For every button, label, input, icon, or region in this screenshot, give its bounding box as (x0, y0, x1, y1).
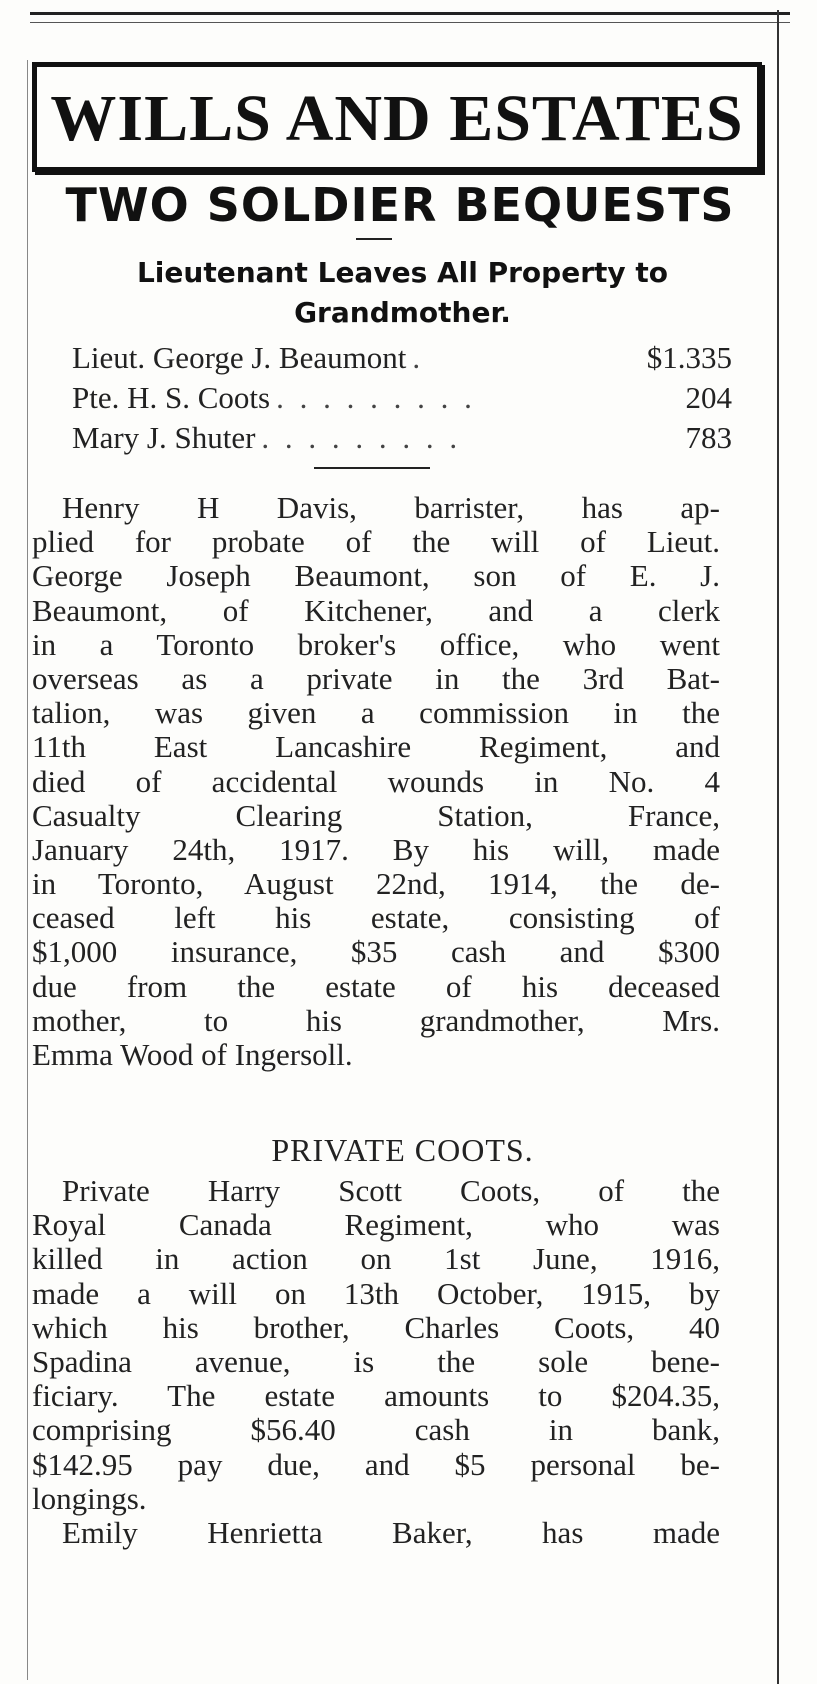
leader-dots: . (412, 340, 425, 375)
text-line: Casualty Clearing Station, France, (32, 797, 720, 833)
estate-amount: 204 (685, 380, 732, 415)
text-line: Henry H Davis, barrister, has ap- (62, 490, 720, 525)
text-line: Emily Henrietta Baker, has made (62, 1514, 720, 1550)
estate-row (72, 338, 732, 378)
text-line: Private Harry Scott Coots, of the (62, 1173, 720, 1208)
text-line: made a will on 13th October, 1915, by (32, 1275, 720, 1311)
text-line: in Toronto, August 22nd, 1914, the de- (32, 866, 720, 902)
article-paragraph-2 (32, 1174, 720, 1550)
text-line: 11th East Lancashire Regiment, and (32, 729, 720, 765)
text-line: mother, to his grandmother, Mrs. (32, 1002, 720, 1038)
text-line: Beaumont, of Kitchener, and a clerk (32, 592, 720, 628)
masthead-title: WILLS AND ESTATES (50, 82, 744, 155)
text-line: which his brother, Charles Coots, 40 (32, 1309, 720, 1345)
text-line: longings. (32, 1480, 147, 1516)
text-line: overseas as a private in the 3rd Bat- (32, 660, 720, 696)
divider-rule (314, 467, 430, 469)
column-divider-left (27, 60, 28, 1680)
top-rule (30, 12, 790, 15)
headline: TWO SOLDIER BEQUESTS (65, 178, 735, 232)
text-line: ceased left his estate, consisting of (32, 900, 720, 936)
estate-list (72, 338, 732, 458)
leader-dots: . . . . . . . . . (276, 380, 476, 415)
text-line: died of accidental wounds in No. 4 (32, 763, 720, 799)
estate-name: Pte. H. S. Coots (72, 380, 271, 415)
estate-name: Mary J. Shuter (72, 420, 256, 455)
top-rule-thin (30, 22, 790, 23)
subhead-line-1: Lieutenant Leaves All Property to (136, 256, 669, 289)
estate-row (72, 378, 732, 418)
divider-rule (356, 238, 392, 240)
text-line: January 24th, 1917. By his will, made (32, 831, 720, 867)
text-line: George Joseph Beaumont, son of E. J. (32, 558, 720, 594)
text-line: ficiary. The estate amounts to $204.35, (32, 1378, 720, 1414)
text-line: $142.95 pay due, and $5 personal be- (32, 1446, 720, 1482)
leader-dots: . . . . . . . . . (261, 420, 462, 455)
section-heading: PRIVATE COOTS. (271, 1132, 534, 1168)
text-line: Spadina avenue, is the sole bene- (32, 1343, 720, 1379)
text-line: talion, was given a commission in the (32, 695, 720, 731)
text-line: Emma Wood of Ingersoll. (32, 1037, 353, 1072)
column-divider (777, 10, 779, 1684)
estate-amount: $1.335 (646, 340, 732, 375)
estate-name: Lieut. George J. Beaumont (72, 340, 407, 375)
text-line: $1,000 insurance, $35 cash and $300 (32, 934, 720, 970)
text-line: plied for probate of the will of Lieut. (32, 524, 720, 560)
article-paragraph-1 (32, 491, 720, 1072)
text-line: in a Toronto broker's office, who went (32, 626, 720, 662)
text-line: due from the estate of his deceased (32, 968, 720, 1004)
text-line: comprising $56.40 cash in bank, (32, 1412, 720, 1448)
masthead-box (32, 62, 762, 172)
estate-row (72, 418, 732, 458)
text-line: Royal Canada Regiment, who was (32, 1207, 720, 1243)
text-line: killed in action on 1st June, 1916, (32, 1241, 720, 1277)
subhead-line-2: Grandmother. (294, 296, 511, 329)
estate-amount: 783 (685, 420, 732, 455)
